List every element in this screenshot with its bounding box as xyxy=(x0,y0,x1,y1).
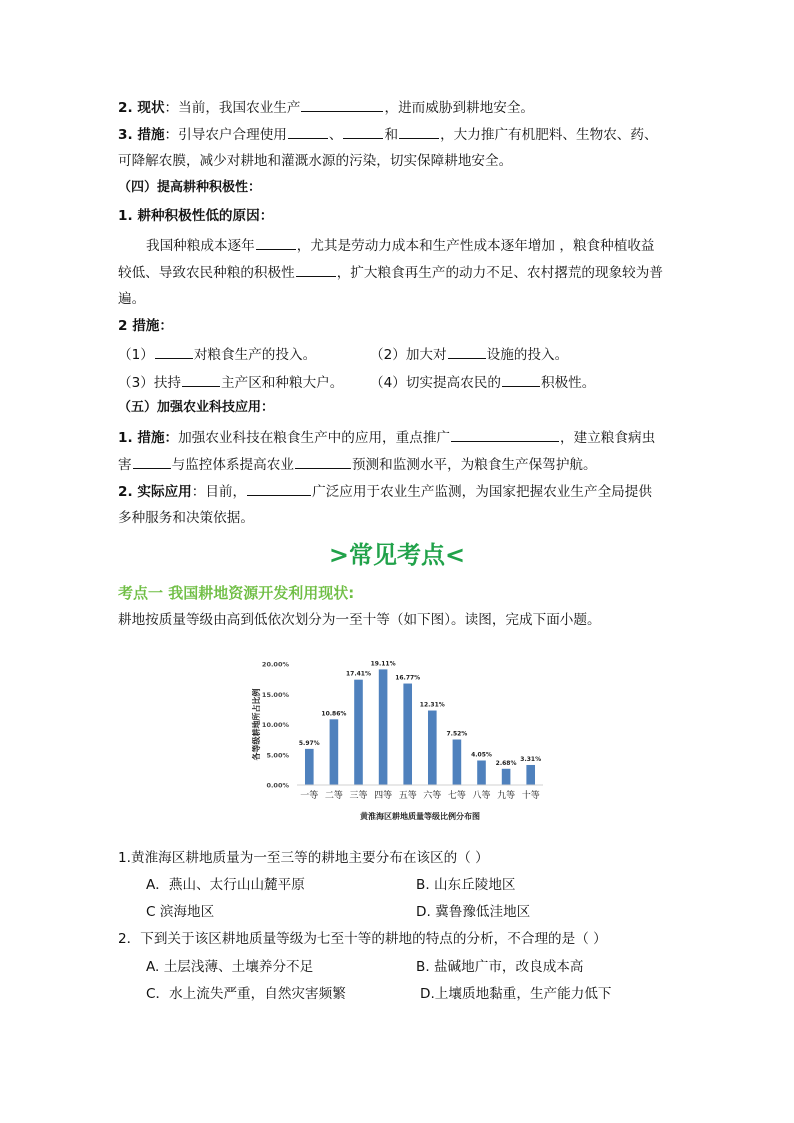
item-text-end: 主产区和种粮大户。 xyxy=(221,375,344,391)
y-tick-label: 5.00% xyxy=(266,751,289,760)
tech-text: 害 xyxy=(118,457,132,473)
x-tick-label: 二等 xyxy=(324,791,343,801)
reasons-line-1 xyxy=(146,235,726,255)
chart-title: 黄淮海区耕地质量等级比例分布图 xyxy=(360,812,480,821)
answer-blank[interactable] xyxy=(343,124,383,139)
bar xyxy=(428,711,437,785)
y-tick-label: 20.00% xyxy=(261,660,289,669)
tech-heading: 1. 措施： xyxy=(118,430,179,446)
question-1-option-a[interactable]: A．燕山、太行山山麓平原 xyxy=(146,877,305,893)
bar xyxy=(526,765,535,785)
reasons-heading: 1. 耕种积极性低的原因： xyxy=(118,208,274,224)
status-line xyxy=(118,97,698,117)
bar xyxy=(354,680,363,785)
y-tick-label: 10.00% xyxy=(261,721,289,729)
reasons-text-end: ，扩大粮食再生产的动力不足、农村撂荒的现象较为普 xyxy=(336,265,663,281)
measures-heading: 3. 措施 xyxy=(118,127,165,143)
separator-text: 、 xyxy=(328,127,343,143)
answer-blank[interactable] xyxy=(399,124,439,139)
x-tick-label: 八等 xyxy=(472,791,491,801)
answer-blank[interactable] xyxy=(451,427,559,442)
question-1-option-b[interactable]: B. 山东丘陵地区 xyxy=(416,877,516,893)
answer-blank[interactable] xyxy=(296,262,336,277)
bar xyxy=(502,769,511,785)
reasons-text: 较低、导致农民种粮的积极性 xyxy=(118,265,295,281)
question-2-stem: 2．下到关于该区耕地质量等级为七至十等的耕地的特点的分析，不合理的是（ ） xyxy=(118,931,607,947)
x-axis-tick-labels xyxy=(300,789,539,801)
answer-blank[interactable] xyxy=(301,97,383,112)
bar-series xyxy=(305,669,535,785)
question-2-option-d[interactable]: D.上壤质地黏重，生产能力低下 xyxy=(420,986,612,1002)
section-title: >常见考点< xyxy=(328,541,466,569)
x-tick-label: 十等 xyxy=(521,791,540,801)
y-tick-label: 0.00% xyxy=(266,781,289,790)
item-text: （2）加大对 xyxy=(370,347,447,363)
measures-line xyxy=(118,124,698,144)
reasons-text: 我国种粮成本逐年 xyxy=(146,238,255,254)
answer-blank[interactable] xyxy=(256,235,296,250)
data-label: 5.97% xyxy=(298,739,320,747)
item-text: （4）切实提高农民的 xyxy=(370,375,501,391)
x-tick-label: 五等 xyxy=(398,791,417,801)
measure-item-2 xyxy=(370,344,690,364)
tech-measures-line xyxy=(118,427,698,447)
bar xyxy=(379,669,388,785)
item-text: 对粮食生产的投入。 xyxy=(193,347,317,363)
answer-blank[interactable] xyxy=(247,481,311,496)
bar xyxy=(305,749,314,785)
answer-blank[interactable] xyxy=(182,372,220,387)
x-tick-label: 七等 xyxy=(447,791,466,801)
question-2-option-a[interactable]: A. 土层浅薄、土壤养分不足 xyxy=(146,959,314,975)
data-label: 10.86% xyxy=(321,710,347,718)
data-label: 16.77% xyxy=(395,674,421,682)
conjunction-text: 和 xyxy=(384,127,399,143)
status-text-end: ，进而威胁到耕地安全。 xyxy=(384,100,535,116)
answer-blank[interactable] xyxy=(295,454,351,469)
y-tick-label: 15.00% xyxy=(261,690,289,699)
x-tick-label: 九等 xyxy=(497,791,516,801)
reasons-line-2 xyxy=(118,262,698,282)
status-text: ：当前，我国农业生产 xyxy=(164,100,301,116)
data-label: 2.68% xyxy=(495,759,517,767)
x-tick-label: 四等 xyxy=(374,791,393,801)
tech-text-end: ，建立粮食病虫 xyxy=(560,430,656,446)
answer-blank[interactable] xyxy=(502,372,540,387)
answer-blank[interactable] xyxy=(448,344,486,359)
x-tick-label: 六等 xyxy=(423,791,442,801)
x-tick-label: 一等 xyxy=(300,791,319,801)
measures-heading-2: 2 措施： xyxy=(118,318,173,334)
item-text: （3）扶持 xyxy=(118,375,182,391)
question-2-option-b[interactable]: B. 盐碱地广市，改良成本高 xyxy=(416,959,584,975)
y-axis-label: 各等级耕地所占比例 xyxy=(252,688,261,761)
item-text-end: 设施的投入。 xyxy=(486,347,569,363)
application-line xyxy=(118,481,698,501)
question-1-stem: 1.黄淮海区耕地质量为一至三等的耕地主要分布在该区的（ ） xyxy=(118,850,489,866)
tech-measures-line-2 xyxy=(118,454,698,474)
reasons-text-end: ，尤其是劳动力成本和生产性成本逐年增加 ，粮食种植收益 xyxy=(296,238,655,254)
subsection-heading-4: （四）提高耕种积极性： xyxy=(118,180,262,195)
x-tick-label: 三等 xyxy=(349,791,368,801)
measure-item-4 xyxy=(370,372,690,392)
tech-text: 与监控体系提高农业 xyxy=(171,457,294,473)
bar xyxy=(403,684,412,785)
application-text-end: 广泛应用于农业生产监测，为国家把握农业生产全局提供 xyxy=(312,484,652,500)
application-heading: 2. 实际应用 xyxy=(118,484,192,500)
question-1-option-c[interactable]: C 滨海地区 xyxy=(146,904,215,920)
answer-blank[interactable] xyxy=(133,454,171,469)
bar xyxy=(330,719,339,785)
status-heading: 2. 现状 xyxy=(118,100,165,116)
item-number: （1） xyxy=(118,347,154,363)
y-axis-ticks xyxy=(262,661,290,790)
measures-text: ：引导农户合理使用 xyxy=(164,127,287,143)
measures-line-2: 可降解农膜，减少对耕地和灌溉水源的污染，切实保障耕地安全。 xyxy=(118,153,513,169)
data-label: 19.11% xyxy=(370,660,396,668)
application-text: ：目前， xyxy=(191,484,247,500)
tech-text-end: 预测和监测水平，为粮食生产保驾护航。 xyxy=(351,457,597,473)
reasons-line-3: 遍。 xyxy=(118,291,146,307)
subsection-heading-5: （五）加强农业科技应用： xyxy=(118,400,275,415)
data-label: 4.05% xyxy=(471,751,492,759)
kaodian-title: 考点一 我国耕地资源开发利用现状: xyxy=(118,584,355,602)
bar xyxy=(477,760,486,785)
answer-blank[interactable] xyxy=(288,124,328,139)
bar-chart xyxy=(247,650,547,830)
answer-blank[interactable] xyxy=(155,344,193,359)
data-label: 7.52% xyxy=(446,730,468,738)
measures-text-end: ，大力推广有机肥料、生物农、药、 xyxy=(440,127,658,143)
application-line-2: 多种服务和决策依据。 xyxy=(118,510,254,526)
data-label: 3.31% xyxy=(520,755,542,763)
question-intro: 耕地按质量等级由高到低依次划分为一至十等（如下图）。读图，完成下面小题。 xyxy=(118,612,601,628)
question-1-option-d[interactable]: D. 冀鲁豫低洼地区 xyxy=(416,904,531,920)
data-label: 12.31% xyxy=(419,701,445,709)
item-text-end: 积极性。 xyxy=(541,375,596,391)
tech-text: 加强农业科技在粮食生产中的应用，重点推广 xyxy=(178,430,451,446)
data-label: 17.41% xyxy=(346,670,371,678)
bar xyxy=(453,740,462,785)
question-2-option-c[interactable]: C．水上流失严重，自然灾害频繁 xyxy=(146,986,346,1002)
